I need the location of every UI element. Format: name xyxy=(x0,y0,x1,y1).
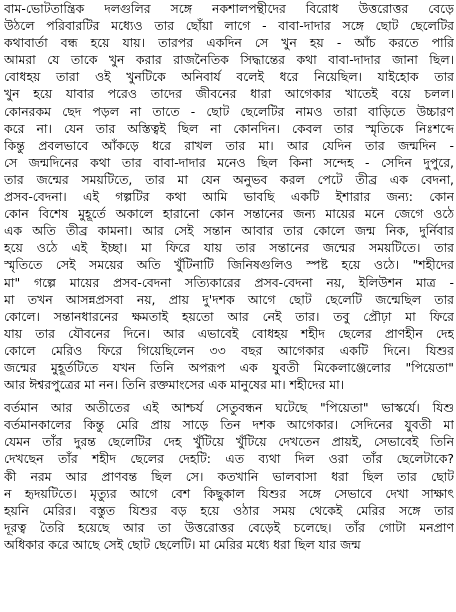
text-line: দেখছেন তাঁর শহীদ ছেলের দেহটি: এত ব্যথা দিল ওরা তাঁর ছেলেটাকে? xyxy=(4,451,454,467)
text-line: বর্তমানকালের কিন্তু মেরি প্রায় সাড়ে তিন দশক আগেকার। সেদিনের যুবতী মা xyxy=(4,417,454,433)
text-line: মা" গল্পে মায়ের প্রসব-বেদনা সত্যিকারের প্রসব-বেদনা নয়, ইলিউশন মাত্র - xyxy=(4,274,454,290)
text-line: আমরা যে তাকে খুন করার রাজনৈতিক সিদ্ধান্তের কথা বাবা-দাদার জানা ছিল। xyxy=(4,52,454,68)
text-line: করে না। যেন তার অস্তিত্বই ছিল না কোনদিন। কেবল তার স্মৃতিকে নিঃশব্দে xyxy=(4,120,454,136)
text-line: দূরত্ব তৈরি হয়েছে আর তা উত্তরোত্তর বেড়েই চলেছে। তাঁর গোটা মনপ্রাণ xyxy=(4,519,454,535)
paragraph-1 xyxy=(4,0,454,393)
text-line: হয়নি মেরির। বস্তুত যিশুর বড় হয়ে ওঠার সময় থেকেই মেরির সঙ্গে তার xyxy=(4,502,454,518)
text-line: সে জন্মদিনের কথা তার বাবা-দাদার মনেও ছিল কিনা সন্দেহ - সেদিন দুপুরে, xyxy=(4,154,454,170)
text-line: স্মৃতিতে সেই সময়ের অতি খুঁটিনাটি জিনিষগুলিও স্পষ্ট হয়ে ওঠে। "শহীদের xyxy=(4,257,454,273)
paragraph-2 xyxy=(4,399,454,553)
text-line: খুন হয়ে যাবার পরেও তাদের জীবনের ধারা আগেকার খাতেই বয়ে চলল। xyxy=(4,86,454,102)
text-line: আর ঈশ্বরপুত্রের মা নন। তিনি রক্তমাংসের এক মানুষের মা। শহীদের মা। xyxy=(4,377,345,393)
text-line: কিন্তু প্রবলভাবে আঁকড়ে ধরে রাখল তার মা। আর যেদিন তার জন্মদিন - xyxy=(4,137,454,153)
text-line: যেমন তাঁর দুরন্ত ছেলেটির দেহ খুঁটিয়ে খুঁটিয়ে দেখতেন প্রায়ই, সেভাবেই তিনি xyxy=(4,434,454,450)
text-line: মা তখন আসন্নপ্রসবা নয়, প্রায় দু'দশক আগে ছোট ছেলেটি জন্মেছিল তার xyxy=(4,291,454,307)
text-line: কোলে। সন্তানধারনের ক্ষমতাই হয়তো আর নেই তার। তবু প্রৌঢ়া মা ফিরে xyxy=(4,308,454,324)
text-line: কথাবার্তা বন্ধ হয়ে যায়। তারপর একদিন সে খুন হয় - আঁচ করতে পারি xyxy=(4,35,454,51)
text-line: কোনরকম ছেদ পড়ল না তাতে - ছোট ছেলেটির নামও তারা বাড়িতে উচ্চারণ xyxy=(4,103,454,119)
text-line: কোন বিশেষ মুহূর্তে অকালে হারানো কোন সন্তানের জন্য মায়ের মনে জেগে ওঠে xyxy=(4,206,454,222)
text-line: জন্মের মুহূর্তটিতে যখন তিনি অপরূপ এক যুবতী মিকেলাঞ্জেলোর "পিয়েতা" xyxy=(4,359,454,375)
text-line: তার জন্মের সময়টিতে, তার মা যেন অনুভব করল পেটে তীব্র এক বেদনা, xyxy=(4,171,454,187)
text-line: কী নরম আর প্রাণবন্ত ছিল সে। কতখানি ভালবাসা ধরা ছিল তার ছোট xyxy=(4,468,454,484)
text-line: বোধহয় তারা ওই খুনটিকে অনিবার্য বলেই ধরে নিয়েছিল। যাইহোক তার xyxy=(4,69,454,85)
text-line: ন হৃদয়টিতে। মৃত্যুর আগে বেশ কিছুকাল যিশুর সঙ্গে সেভাবে দেখা সাক্ষাৎ xyxy=(4,485,454,501)
document-page xyxy=(4,0,454,612)
text-line: হয়ে ওঠে এই ইচ্ছা। মা ফিরে যায় তার সন্তানের জন্মের সময়টিতে। তার xyxy=(4,240,454,256)
text-line: কোলে মেরিও ফিরে গিয়েছিলেন ৩৩ বছর আগেকার একটি দিনে। যিশুর xyxy=(4,342,454,358)
text-line: যায় তার যৌবনের দিনে। আর এভাবেই বোধহয় শহীদ ছেলের প্রাণহীন দেহ xyxy=(4,325,454,341)
text-line: এক অতি তীব্র কামনা। আর সেই সন্তান আবার তার কোলে জন্ম নিক, দুর্নিবার xyxy=(4,223,454,239)
text-line: উঠলে পরিবারটির মধ্যেও তার ছোঁয়া লাগে - বাবা-দাদার সঙ্গে ছোট ছেলেটির xyxy=(4,18,454,34)
text-line: বাম-ভোটতান্ত্রিক দলগুলির সঙ্গে নকশালপন্থীদের বিরোধ উত্তরোত্তর বেড়ে xyxy=(4,1,454,16)
text-line: বর্তমান আর অতীতের এই আশ্চর্য সেতুবন্ধন ঘটেছে "পিয়েতা" ভাস্কর্যে। যিশু xyxy=(4,400,454,416)
text-line: প্রসব-বেদনা। এই গল্পটির কথা আমি ভাবছি একটি ইশারার জন্য: কোন xyxy=(4,189,454,205)
text-line: অধিকার করে আছে সেই ছোট ছেলেটি। মা মেরির মধ্যে ধরা ছিল যার জন্ম xyxy=(4,536,361,552)
